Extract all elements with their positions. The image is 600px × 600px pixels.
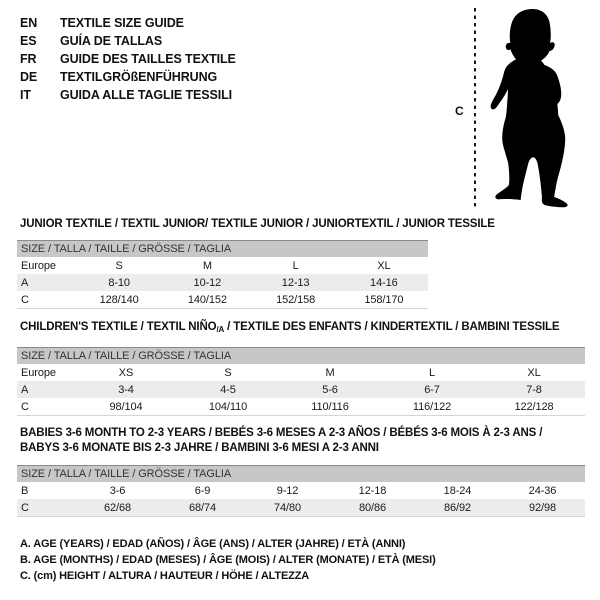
table-row: [17, 482, 585, 499]
footnote-a: A. AGE (YEARS) / EDAD (AÑOS) / ÂGE (ANS) / ALTER (JAHRE) / ETÀ (ANNI): [20, 538, 406, 550]
language-label: GUIDE DES TAILLES TEXTILE: [60, 52, 236, 66]
row-label: C: [17, 499, 75, 517]
cell: 5-6: [279, 381, 381, 398]
cell: XL: [527, 366, 541, 379]
children-title-prefix: CHILDREN'S TEXTILE / TEXTIL NIÑO: [20, 321, 217, 333]
language-row-es: [20, 32, 236, 50]
cell: 68/74: [160, 499, 245, 517]
cell: 10-12: [163, 274, 251, 291]
table-row: [17, 398, 585, 416]
children-size-table: [17, 347, 585, 416]
cell: 14-16: [340, 274, 428, 291]
language-row-en: [20, 14, 236, 32]
row-label: Europe: [21, 366, 56, 379]
language-label: TEXTILGRÖßENFÜHRUNG: [60, 70, 218, 84]
cell: 92/98: [500, 499, 585, 517]
cell: 8-10: [75, 274, 163, 291]
cell: 128/140: [99, 293, 139, 306]
cell: 62/68: [75, 499, 160, 517]
language-label: TEXTILE SIZE GUIDE: [60, 16, 184, 30]
cell: 80/86: [330, 499, 415, 517]
cell: 152/158: [276, 293, 316, 306]
cell: S: [224, 366, 232, 379]
cell: 86/92: [415, 499, 500, 517]
row-label: A: [17, 274, 75, 291]
footnotes: [20, 536, 436, 584]
cell: L: [428, 366, 436, 379]
row-label: B: [21, 484, 29, 497]
cell: 4-5: [177, 381, 279, 398]
row-label: C: [21, 400, 29, 413]
cell: 6-7: [381, 381, 483, 398]
table-row: [17, 499, 585, 517]
cell: 122/128: [514, 400, 554, 413]
cell: M: [325, 366, 335, 379]
baby-silhouette-icon: [450, 5, 595, 210]
language-row-it: [20, 86, 236, 104]
cell: 140/152: [187, 293, 227, 306]
footnote-c: C. (cm) HEIGHT / ALTURA / HAUTEUR / HÖHE / ALTEZZA: [20, 570, 310, 582]
cell: 18-24: [443, 484, 472, 497]
cell: 116/122: [412, 400, 452, 413]
cell: XL: [377, 259, 391, 272]
language-code: EN: [20, 16, 38, 30]
cell: 6-9: [194, 484, 211, 497]
language-row-de: [20, 68, 236, 86]
babies-size-table: [17, 465, 585, 517]
table-row: [17, 381, 585, 398]
language-code: ES: [20, 34, 37, 48]
language-label: GUÍA DE TALLAS: [60, 34, 163, 48]
cell: 7-8: [483, 381, 585, 398]
language-list: [20, 14, 236, 104]
cell: M: [202, 259, 212, 272]
table-row: [17, 291, 428, 309]
babies-table-title: [20, 426, 542, 456]
language-code: IT: [20, 88, 31, 102]
cell: 12-18: [358, 484, 387, 497]
children-title-sub: /A: [216, 325, 225, 334]
cell: 9-12: [276, 484, 299, 497]
children-table-title: [20, 320, 559, 337]
junior-table-title: JUNIOR TEXTILE / TEXTIL JUNIOR/ TEXTILE JUNIOR / JUNIORTEXTIL / JUNIOR TESSILE: [20, 218, 495, 230]
cell: 24-36: [528, 484, 557, 497]
table-header-bar: SIZE / TALLA / TAILLE / GRÖSSE / TAGLIA: [17, 241, 428, 258]
height-measure-label: C: [455, 104, 464, 118]
cell: L: [292, 259, 299, 272]
footnote-b: B. AGE (MONTHS) / EDAD (MESES) / ÂGE (MOIS) / ALTER (MONATE) / ETÀ (MESI): [20, 554, 436, 566]
row-label: C: [21, 293, 29, 306]
row-label: Europe: [21, 259, 56, 272]
children-title-suffix: / TEXTILE DES ENFANTS / KINDERTEXTIL / BAMBINI TESSILE: [224, 321, 560, 333]
babies-title-line1: BABIES 3-6 MONTH TO 2-3 YEARS / BEBÉS 3-6 MESES A 2-3 AÑOS / BÉBÉS 3-6 MOIS À 2-3 ANS /: [20, 427, 543, 439]
cell: 158/170: [364, 293, 404, 306]
table-row: [17, 364, 585, 381]
cell: S: [115, 259, 123, 272]
cell: 12-13: [252, 274, 340, 291]
cell: XS: [118, 366, 134, 379]
cell: 104/110: [208, 400, 248, 413]
cell: 3-6: [109, 484, 126, 497]
cell: 3-4: [75, 381, 177, 398]
table-header-bar: SIZE / TALLA / TAILLE / GRÖSSE / TAGLIA: [17, 466, 585, 483]
cell: 98/104: [109, 400, 143, 413]
table-row: [17, 274, 428, 291]
language-code: DE: [20, 70, 38, 84]
language-code: FR: [20, 52, 37, 66]
cell: 110/116: [311, 400, 349, 413]
table-header-bar: SIZE / TALLA / TAILLE / GRÖSSE / TAGLIA: [17, 348, 585, 365]
junior-size-table: [17, 240, 428, 309]
row-label: A: [17, 381, 75, 398]
language-label: GUIDA ALLE TAGLIE TESSILI: [60, 88, 233, 102]
language-row-fr: [20, 50, 236, 68]
table-row: [17, 257, 428, 274]
cell: 74/80: [245, 499, 330, 517]
babies-title-line2: BABYS 3-6 MONATE BIS 2-3 JAHRE / BAMBINI 3-6 MESI A 2-3 ANNI: [20, 442, 379, 454]
